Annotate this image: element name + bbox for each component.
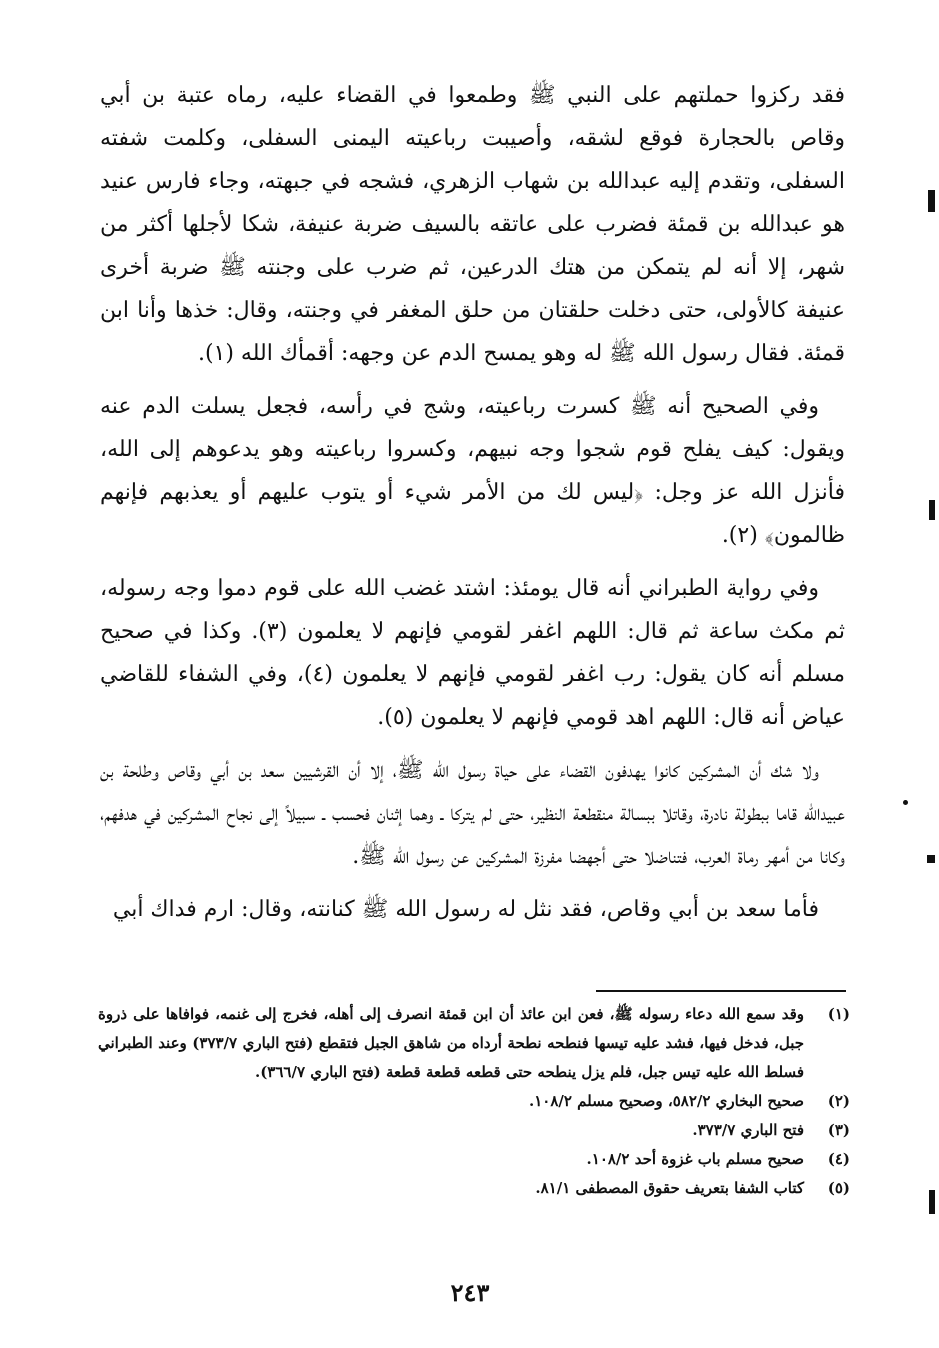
footnote-number: (٥) [827,1179,850,1197]
footnote-2 [98,1087,850,1116]
footnote-number: (٤) [827,1150,850,1168]
footnote-text: فتح الباري ٣٧٣/٧. [692,1121,804,1139]
footnote-text: كتاب الشفا بتعريف حقوق المصطفى ٨١/١. [535,1179,804,1197]
footnote-text: صحيح مسلم باب غزوة أحد ١٠٨/٢. [586,1150,804,1168]
footnote-1 [98,1000,850,1087]
scan-mark [903,800,908,805]
paragraph-4: ولا شك أن المشركين كانوا يهدفون القضاء على حياة رسول الله ﷺ، إلا أن القرشيين سعد بن أبي وقاص وطلحة بن عبيدالله قاما ببطولة نادرة، وقاتلا ببسالة منقطعة النظير، حتى لم يتركا ـ وهما إثنان فحسب ـ سبيلاً إلى نجاح المشركين في هدفهم، وكانا من أمهر رماة العرب، فتناضلا حتى أجهضا مفرزة المشركين عن رسول الله ﷺ. [100,758,845,869]
footnote-5 [98,1174,850,1203]
footnote-number: (٢) [827,1092,850,1110]
paragraph-2: وفي الصحيح أنه ﷺ كسرت رباعيته، وشج في رأسه، فجعل يسلت الدم عنه ويقول: كيف يفلح قوم شجوا وجه نبيهم، وكسروا رباعيته وهو يدعوهم إلى الله، فأنزل الله عز وجل: ﴿ليس لك من الأمر شيء أو يتوب عليهم أو يعذبهم فإنهم ظالمون﴾ (٢). [100,394,845,548]
footnote-number: (٣) [827,1121,850,1139]
footnote-separator [596,990,846,992]
scan-mark [929,500,935,520]
footnote-number: (١) [827,1005,850,1023]
main-text [100,74,845,941]
footnote-3 [98,1116,850,1145]
scan-mark [927,855,935,863]
scan-mark [928,190,935,212]
footnote-text: وقد سمع الله دعاء رسوله ﷺ، فعن ابن عائذ أن ابن قمئة انصرف إلى أهله، فخرج إلى غنمه، فوافاها على ذروة جبل، فدخل فيها، فشد عليه تيسها فنطحه نطحة أرداه من شاهق الجبل فتقطع (فتح الباري ٣٧٣/٧) وعند الطبراني فسلط الله عليه تيس جبل، فلم يزل ينطحه حتى قطعه قطعة قطعة (فتح الباري ٣٦٦/٧). [98,1005,805,1081]
paragraph-3: وفي رواية الطبراني أنه قال يومئذ: اشتد غضب الله على قوم دموا وجه رسوله، ثم مكث ساعة ثم قال: اللهم اغفر لقومي فإنهم لا يعلمون (٣). وكذا في صحيح مسلم أنه كان يقول: رب اغفر لقومي فإنهم لا يعلمون (٤)، وفي الشفاء للقاضي عياض أنه قال: اللهم اهد قومي فإنهم لا يعلمون (٥). [100,576,846,730]
paragraph-5: فأما سعد بن أبي وقاص، فقد نثل له رسول الله ﷺ كنانته، وقال: ارم فداك أبي [112,897,819,922]
footnote-text: صحيح البخاري ٥٨٢/٢، وصحيح مسلم ١٠٨/٢. [529,1092,804,1110]
footnote-4 [98,1145,850,1174]
scan-mark [929,1190,935,1214]
footnotes [98,1000,850,1203]
paragraph-1: فقد ركزوا حملتهم على النبي ﷺ وطمعوا في القضاء عليه، رماه عتبة بن أبي وقاص بالحجارة فوقع لشقه، وأصيبت رباعيته اليمنى السفلى، وكلمت شفته السفلى، وتقدم إليه عبدالله بن شهاب الزهري، فشجه في جبهته، وجاء فارس عنيد هو عبدالله بن قمئة فضرب على عاتقه بالسيف ضربة عنيفة، شكا لأجلها أكثر من شهر، إلا أنه لم يتمكن من هتك الدرعين، ثم ضرب على وجنته ﷺ ضربة أخرى عنيفة كالأولى، حتى دخلت حلقتان من حلق المغفر في وجنته، وقال: خذها وأنا ابن قمئة. فقال رسول الله ﷺ له وهو يمسح الدم عن وجهه: أقمأك الله (١). [100,83,845,366]
page-number: ٢٤٣ [450,1278,490,1307]
